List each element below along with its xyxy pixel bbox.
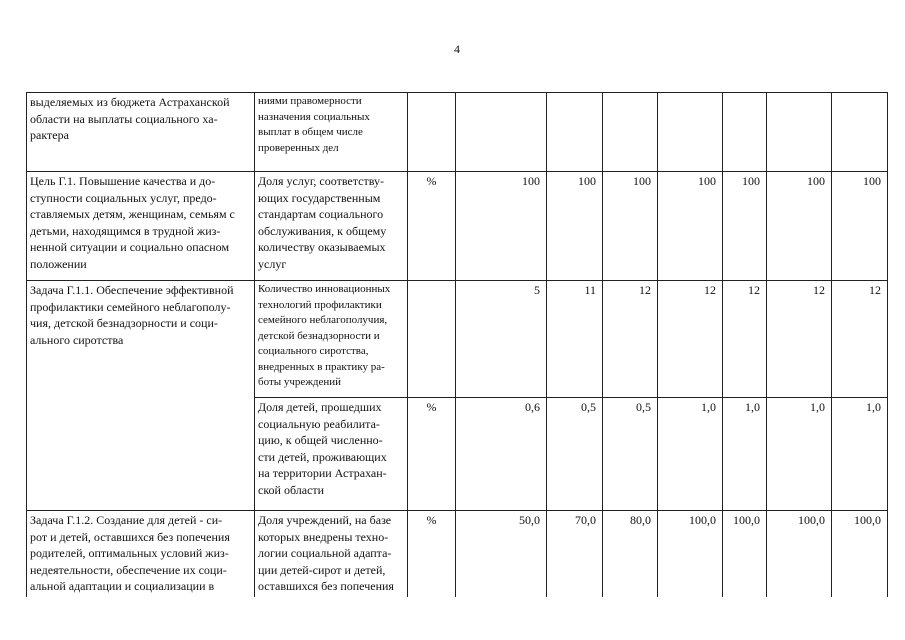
goal-cell: Задача Г.1.1. Обеспечение эффективной профилактики семейного неблагополу- чия, детской безнадзорности и соци- ального сиротства — [27, 281, 255, 511]
value-cell: 1,0 — [832, 398, 888, 511]
value-cell: 12 — [832, 281, 888, 398]
indicator-cell: Количество инновационных технологий профилактики семейного неблагополучия, детской безнадзорности и социального сиротства, внедренных в практику ра- боты учреждений — [255, 281, 408, 398]
table-row — [27, 511, 888, 598]
value-cell: 1,0 — [723, 398, 767, 511]
value-cell: 100 — [723, 172, 767, 281]
goal-cell: Задача Г.1.2. Создание для детей - си- рот и детей, оставшихся без попечения родителей, оптимальных условий жиз- недеятельности, обеспечение их соци- альной адаптации и социализации в — [27, 511, 255, 598]
indicators-table — [26, 92, 888, 597]
value-cell: 100 — [832, 172, 888, 281]
value-cell: 100,0 — [723, 511, 767, 598]
indicator-cell: Доля учреждений, на базе которых внедрены техно- логии социальной адапта- ции детей-сирот и детей, оставшихся без попечения — [255, 511, 408, 598]
table-row — [27, 93, 888, 172]
indicator-cell: ниями правомерности назначения социальных выплат в общем числе проверенных дел — [255, 93, 408, 172]
value-cell: 80,0 — [603, 511, 658, 598]
value-cell: 100,0 — [658, 511, 723, 598]
value-cell — [603, 93, 658, 172]
value-cell — [723, 93, 767, 172]
value-cell: 100,0 — [767, 511, 832, 598]
value-cell: 1,0 — [767, 398, 832, 511]
value-cell: 100 — [658, 172, 723, 281]
value-cell — [767, 93, 832, 172]
value-cell: 11 — [547, 281, 603, 398]
value-cell: 100 — [547, 172, 603, 281]
indicator-cell: Доля детей, прошедших социальную реабилита- цию, к общей численно- сти детей, проживающих на территории Астрахан- ской области — [255, 398, 408, 511]
value-cell: 5 — [456, 281, 547, 398]
goal-cell: Цель Г.1. Повышение качества и до- ступности социальных услуг, предо- ставляемых детям, женщинам, семьям с детьми, находящимся в трудной жиз- ненной ситуации и социально опасном положении — [27, 172, 255, 281]
value-cell — [658, 93, 723, 172]
indicator-cell: Доля услуг, соответству- ющих государственным стандартам социального обслуживания, к общему количеству оказываемых услуг — [255, 172, 408, 281]
value-cell: 12 — [767, 281, 832, 398]
value-cell — [832, 93, 888, 172]
table-row — [27, 172, 888, 281]
unit-cell — [408, 93, 456, 172]
value-cell: 100 — [456, 172, 547, 281]
unit-cell — [408, 281, 456, 398]
unit-cell: % — [408, 172, 456, 281]
value-cell: 12 — [723, 281, 767, 398]
value-cell — [547, 93, 603, 172]
page-number: 4 — [454, 42, 460, 56]
table-row — [27, 281, 888, 398]
value-cell: 50,0 — [456, 511, 547, 598]
value-cell: 0,5 — [547, 398, 603, 511]
value-cell: 100 — [767, 172, 832, 281]
value-cell: 0,5 — [603, 398, 658, 511]
value-cell: 100 — [603, 172, 658, 281]
value-cell: 70,0 — [547, 511, 603, 598]
value-cell: 12 — [658, 281, 723, 398]
goal-cell: выделяемых из бюджета Астраханской области на выплаты социального ха- рактера — [27, 93, 255, 172]
unit-cell: % — [408, 398, 456, 511]
value-cell: 100,0 — [832, 511, 888, 598]
value-cell: 0,6 — [456, 398, 547, 511]
value-cell — [456, 93, 547, 172]
unit-cell: % — [408, 511, 456, 598]
value-cell: 12 — [603, 281, 658, 398]
value-cell: 1,0 — [658, 398, 723, 511]
